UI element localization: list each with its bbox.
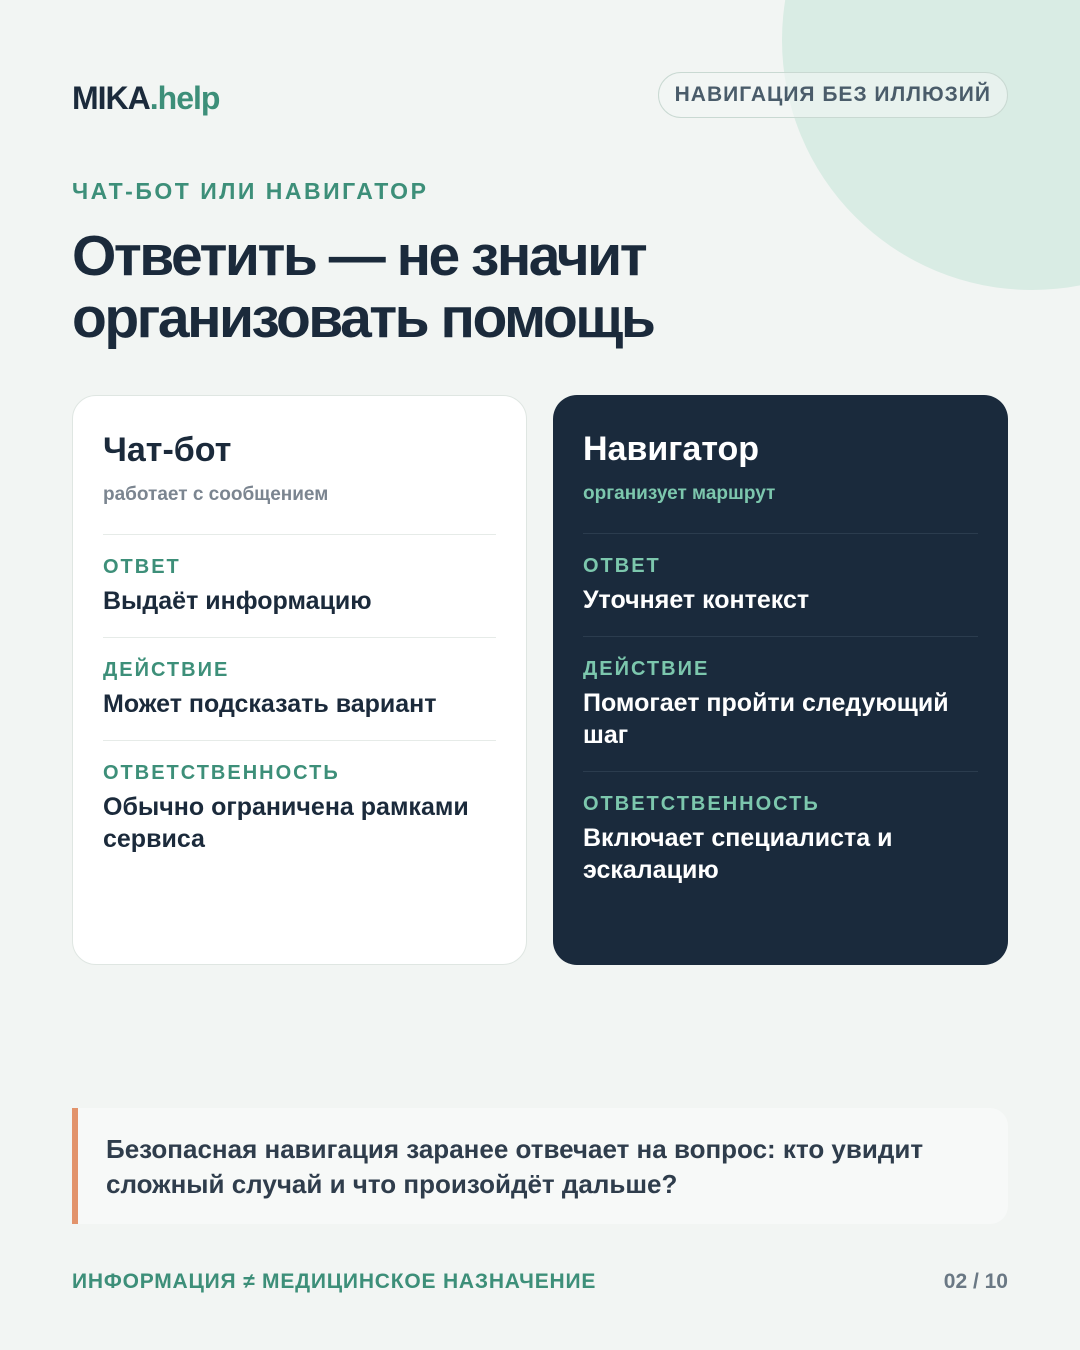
- row-text: Может подсказать вариант: [103, 690, 437, 718]
- row-text: Помогает пройти следующий шаг: [583, 689, 949, 749]
- callout-box: [72, 1108, 1008, 1224]
- page-number: 02 / 10: [943, 1270, 1008, 1293]
- navigator-card-header: [583, 429, 978, 533]
- row-text: Обычно ограничена рамками сервиса: [103, 793, 469, 853]
- row-label: ОТВЕТСТВЕННОСТЬ: [583, 793, 820, 815]
- row-label: ДЕЙСТВИЕ: [103, 659, 230, 681]
- page-headline: [72, 225, 832, 349]
- navigator-card-title: Навигатор: [583, 430, 760, 468]
- row-text: Уточняет контекст: [583, 586, 810, 614]
- chatbot-row-action: [103, 637, 496, 740]
- row-text: Выдаёт информацию: [103, 587, 372, 615]
- navigator-row-answer: [583, 533, 978, 636]
- row-text: Включает специалиста и эскалацию: [583, 824, 893, 884]
- navigator-card: [553, 395, 1008, 965]
- logo-suffix-text: .help: [149, 80, 220, 116]
- navigator-row-responsibility: [583, 771, 978, 906]
- chatbot-card-subtitle: работает с сообщением: [103, 484, 329, 505]
- chatbot-row-responsibility: [103, 740, 496, 875]
- chatbot-row-answer: [103, 534, 496, 637]
- navigator-card-subtitle: организует маршрут: [583, 483, 776, 504]
- navigator-row-action: [583, 636, 978, 771]
- chatbot-card-header: [103, 430, 496, 534]
- tagline-badge: НАВИГАЦИЯ БЕЗ ИЛЛЮЗИЙ: [658, 72, 1008, 118]
- chatbot-card: [72, 395, 527, 965]
- row-label: ОТВЕТ: [103, 556, 181, 578]
- brand-logo[interactable]: [72, 80, 219, 117]
- row-label: ДЕЙСТВИЕ: [583, 658, 710, 680]
- chatbot-card-title: Чат-бот: [103, 431, 232, 469]
- footer-disclaimer: ИНФОРМАЦИЯ ≠ МЕДИЦИНСКОЕ НАЗНАЧЕНИЕ: [72, 1270, 597, 1293]
- headline-line-1: Ответить — не значит: [72, 224, 646, 288]
- section-eyebrow: ЧАТ-БОТ ИЛИ НАВИГАТОР: [72, 178, 429, 204]
- row-label: ОТВЕТ: [583, 555, 661, 577]
- callout-text: Безопасная навигация заранее отвечает на вопрос: кто увидит сложный случай и что произойдёт дальше?: [106, 1134, 924, 1199]
- logo-main-text: MIKA: [72, 80, 150, 116]
- row-label: ОТВЕТСТВЕННОСТЬ: [103, 762, 340, 784]
- headline-line-2: организовать помощь: [72, 286, 654, 350]
